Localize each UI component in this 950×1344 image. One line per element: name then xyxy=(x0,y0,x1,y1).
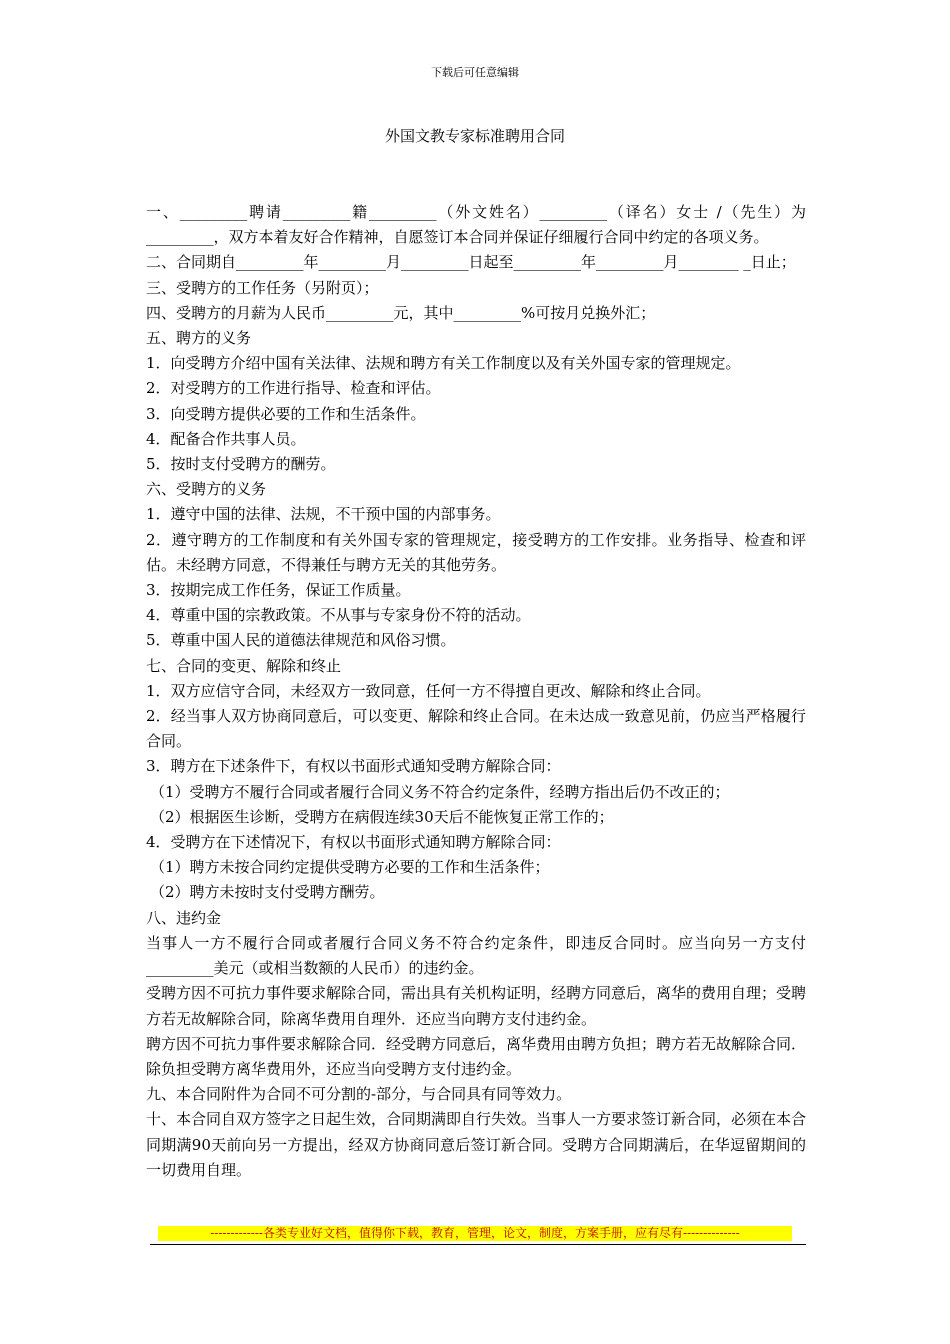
footer-banner xyxy=(150,1226,800,1246)
header-note: 下载后可任意编辑 xyxy=(431,66,519,79)
penalty-paragraph: 受聘方因不可抗力事件要求解除合同，需出具有关机构证明，经聘方同意后，离华的费用自理；受聘方若无故解除合同，除离华费用自理外．还应当向聘方支付违约金。 xyxy=(146,984,807,1028)
list-item: 3．按期完成工作任务，保证工作质量。 xyxy=(146,581,411,600)
list-item: 2．对受聘方的工作进行指导、检查和评估。 xyxy=(146,379,441,398)
list-item: 3．向受聘方提供必要的工作和生活条件。 xyxy=(146,404,426,423)
clause-9-paragraph: 九、本合同附件为合同不可分割的-部分，与合同具有同等效力。 xyxy=(146,1085,572,1104)
clause-10-paragraph: 十、本合同自双方签字之日起生效，合同期满即自行失效。当事人一方要求签订新合同，必须在本合同期满90天前向另一方提出，经双方协商同意后签订新合同。受聘方合同期满后，在华逗留期间的一切费用自理。 xyxy=(146,1110,807,1179)
penalty-paragraph: 聘方因不可抗力事件要求解除合同．经受聘方同意后，离华费用由聘方负担；聘方若无故解除合同．除负担受聘方离华费用外，还应当向受聘方支付违约金。 xyxy=(146,1034,807,1078)
list-item: 2．经当事人双方协商同意后，可以变更、解除和终止合同。在未达成一致意见前，仍应当严格履行合同。 xyxy=(146,707,806,751)
list-item: 4．尊重中国的宗教政策。不从事与专家身份不符的活动。 xyxy=(146,606,531,625)
document-title: 外国文教专家标准聘用合同 xyxy=(384,127,565,145)
list-item: 1．遵守中国的法律、法规，不干预中国的内部事务。 xyxy=(146,505,501,524)
list-item: 4．配备合作共事人员。 xyxy=(146,429,306,448)
clause-2-paragraph: 二、合同期自_________年_________月_________日起至_________年_________月________ _日止； xyxy=(146,253,796,272)
footer-divider xyxy=(150,1244,806,1245)
clause-1-paragraph: 一、_________聘请_________籍_________（外文姓名）_________（译名）女士 /（先生）为_________，双方本着友好合作精神，自愿签订本合同并保证仔细履行合同中约定的各项义务。 xyxy=(146,203,806,247)
section-heading-penalty: 八、违约金 xyxy=(146,908,222,927)
list-item: 3．聘方在下述条件下，有权以书面形式通知受聘方解除合同： xyxy=(146,757,561,776)
sub-list-item: （2）根据医生诊断，受聘方在病假连续30天后不能恢复正常工作的； xyxy=(150,807,614,826)
clause-4-paragraph: 四、受聘方的月薪为人民币_________元，其中_________%可按月兑换外汇； xyxy=(146,303,656,322)
clause-3-paragraph: 三、受聘方的工作任务（另附页）； xyxy=(146,278,379,297)
sub-list-item: （1）聘方未按合同约定提供受聘方必要的工作和生活条件； xyxy=(150,858,550,877)
list-item: 2．遵守聘方的工作制度和有关外国专家的管理规定，接受聘方的工作安排。业务指导、检查和评估。未经聘方同意，不得兼任与聘方无关的其他劳务。 xyxy=(146,530,806,574)
list-item: 5．按时支付受聘方的酬劳。 xyxy=(146,455,336,474)
list-item: 1．双方应信守合同，未经双方一致同意，任何一方不得擅自更改、解除和终止合同。 xyxy=(146,681,711,700)
list-item: 5．尊重中国人民的道德法律规范和风俗习惯。 xyxy=(146,631,456,650)
list-item: 1．向受聘方介绍中国有关法律、法规和聘方有关工作制度以及有关外国专家的管理规定。 xyxy=(146,354,741,373)
section-heading-change-termination: 七、合同的变更、解除和终止 xyxy=(146,656,342,675)
sub-list-item: （2）聘方未按时支付受聘方酬劳。 xyxy=(150,883,385,902)
contract-body xyxy=(146,200,806,1183)
section-heading-employee-duties: 六、受聘方的义务 xyxy=(146,480,267,499)
penalty-paragraph: 当事人一方不履行合同或者履行合同义务不符合约定条件，即违反合同时。应当向另一方支付_________美元（或相当数额的人民币）的违约金。 xyxy=(146,933,806,978)
list-item: 4．受聘方在下述情况下，有权以书面形式通知聘方解除合同： xyxy=(146,833,561,852)
footer-banner-text: -------------各类专业好文档，值得你下载，教育，管理，论文，制度，方案手册，应有尽有-------------- xyxy=(210,1226,740,1240)
sub-list-item: （1）受聘方不履行合同或者履行合同义务不符合约定条件，经聘方指出后仍不改正的； xyxy=(150,782,730,801)
section-heading-employer-duties: 五、聘方的义务 xyxy=(146,329,252,348)
